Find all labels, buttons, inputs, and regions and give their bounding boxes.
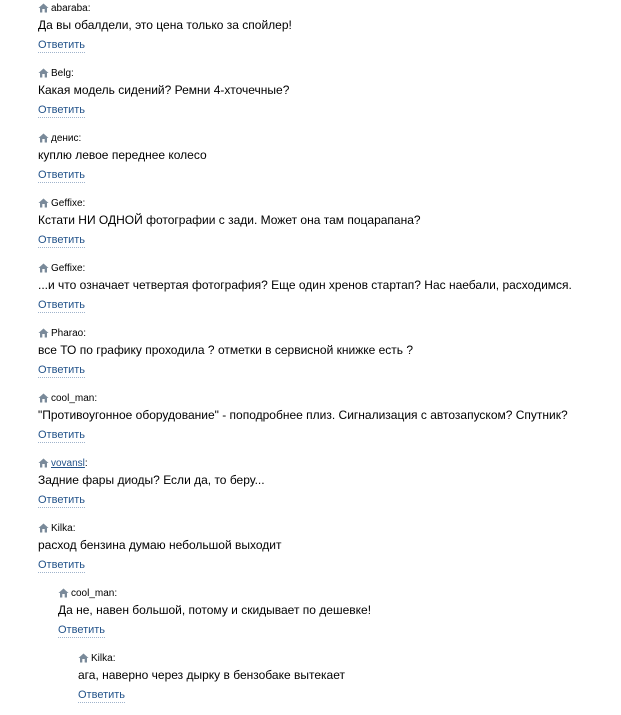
comment-text: все ТО по графику проходила ? отметки в сервисной книжке есть ? [38, 343, 414, 357]
comment-header [38, 455, 621, 471]
comment [38, 455, 621, 520]
author-colon: : [78, 133, 82, 144]
reply-link[interactable]: Ответить [38, 494, 86, 506]
author-colon: : [94, 393, 98, 404]
house-icon [78, 653, 89, 663]
reply-link[interactable]: Ответить [38, 559, 86, 571]
comment-header [38, 65, 621, 81]
house-icon [38, 198, 49, 208]
reply-link[interactable]: Ответить [38, 364, 86, 376]
reply-link[interactable]: Ответить [38, 169, 86, 181]
comment [38, 390, 621, 455]
comment-text: куплю левое переднее колесо [38, 148, 207, 162]
author-colon: : [84, 458, 88, 469]
author-colon: : [83, 328, 87, 339]
comment-text: расход бензина думаю небольшой выходит [38, 538, 282, 552]
reply-link[interactable]: Ответить [58, 624, 106, 636]
comment [38, 0, 621, 65]
author-colon: : [72, 523, 76, 534]
comment-author: денис [51, 133, 79, 144]
comment [38, 520, 621, 585]
comment-author: abaraba [51, 3, 88, 14]
reply-link[interactable]: Ответить [38, 104, 86, 116]
comment-text: Какая модель сидений? Ремни 4-хточечные? [38, 83, 290, 97]
house-icon [38, 68, 49, 78]
reply-link[interactable]: Ответить [38, 234, 86, 246]
house-icon [38, 263, 49, 273]
reply-link[interactable]: Ответить [38, 429, 86, 441]
comment [38, 130, 621, 195]
comment-header [38, 0, 621, 16]
comment-author-link[interactable]: vovansl [51, 458, 85, 469]
author-colon: : [114, 588, 118, 599]
comment-author: Geffixe [51, 263, 83, 274]
comment-header [38, 195, 621, 211]
author-colon: : [112, 653, 116, 664]
comment-header [38, 520, 621, 536]
house-icon [38, 133, 49, 143]
comment-header [38, 390, 621, 406]
comment-text: Задние фары диоды? Если да, то беру... [38, 473, 265, 487]
comment-author: cool_man [71, 588, 115, 599]
house-icon [38, 523, 49, 533]
comment-reply-level-2 [78, 650, 621, 715]
comment [38, 65, 621, 130]
comment-author: Pharao [51, 328, 84, 339]
reply-link[interactable]: Ответить [78, 689, 126, 701]
comment [38, 260, 621, 325]
comment [38, 325, 621, 390]
comment-text: ага, наверно через дырку в бензобаке вытекает [78, 668, 345, 682]
house-icon [38, 393, 49, 403]
comment-text: Да вы обалдели, это цена только за спойлер! [38, 18, 292, 32]
author-colon: : [82, 198, 86, 209]
comment-text: ...и что означает четвертая фотография? Еще один хренов стартап? Нас наебали, расходимся. [38, 278, 572, 292]
comment [38, 195, 621, 260]
comment-author: Kilka [91, 653, 113, 664]
comment-text: "Противоугонное оборудование" - поподробнее плиз. Сигнализация с автозапуском? Спутник? [38, 408, 568, 422]
house-icon [38, 458, 49, 468]
comment-header [78, 650, 621, 666]
house-icon [58, 588, 69, 598]
comment-text: Кстати НИ ОДНОЙ фотографии с зади. Может она там поцарапана? [38, 213, 421, 227]
reply-link[interactable]: Ответить [38, 39, 86, 51]
comment-text: Да не, навен большой, потому и скидывает по дешевке! [58, 603, 372, 617]
comment-author: cool_man [51, 393, 95, 404]
author-colon: : [71, 68, 74, 79]
reply-link[interactable]: Ответить [38, 299, 86, 311]
comment-author: Kilka [51, 523, 73, 534]
house-icon [38, 328, 49, 338]
comment-header [38, 130, 621, 146]
comment-author: Geffixe [51, 198, 83, 209]
house-icon [38, 3, 49, 13]
comment-reply-level-1 [58, 585, 621, 650]
comment-header [38, 260, 621, 276]
comment-header [58, 585, 621, 601]
author-colon: : [87, 3, 91, 14]
comment-header [38, 325, 621, 341]
comment-author: Belg [51, 68, 72, 79]
author-colon: : [82, 263, 86, 274]
